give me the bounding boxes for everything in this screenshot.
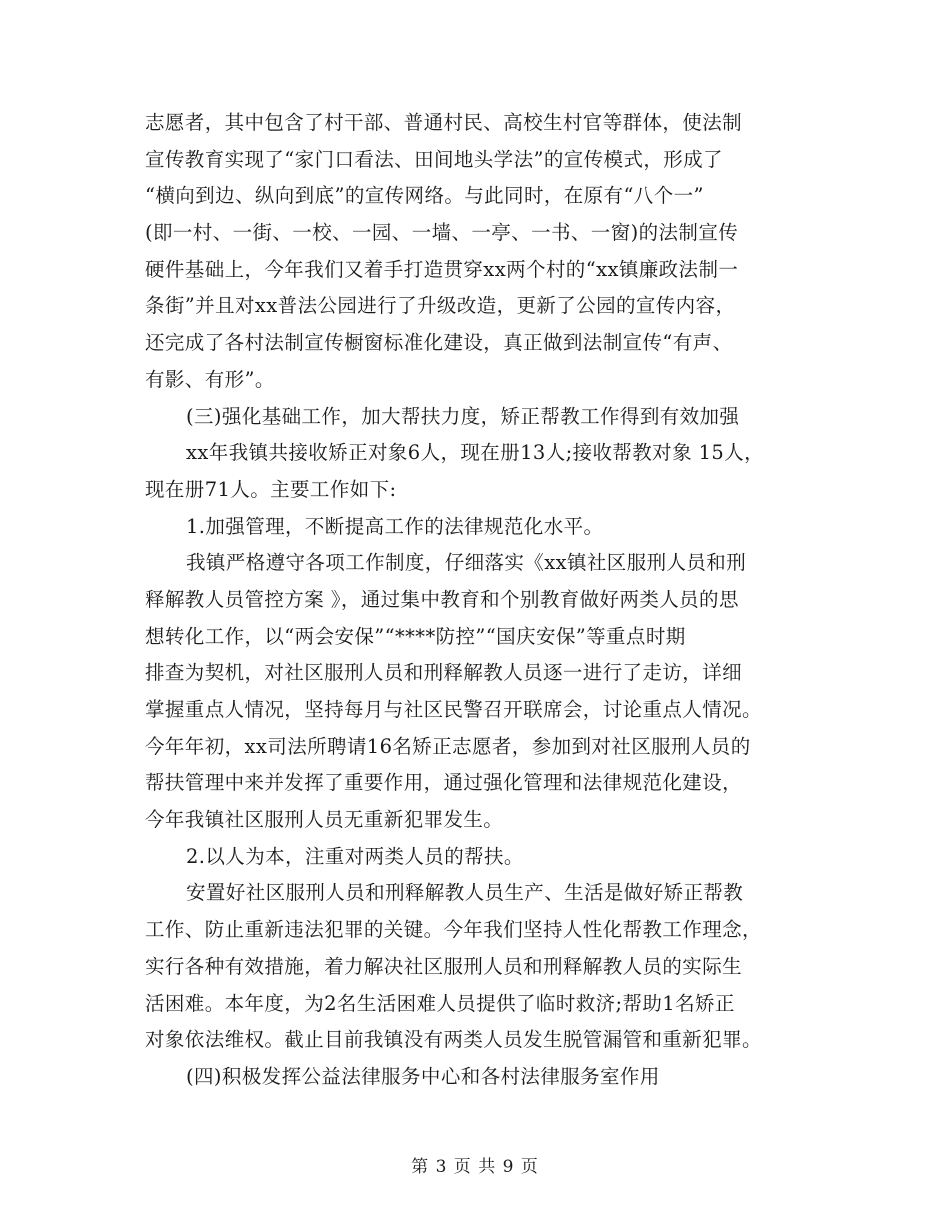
text-line: 还完成了各村法制宣传橱窗标准化建设，真正做到法制宣传“有声、 bbox=[145, 331, 733, 355]
document-body bbox=[145, 105, 815, 1096]
text-line: 今年我镇社区服刑人员无重新犯罪发生。 bbox=[145, 808, 504, 832]
text-line: 安置好社区服刑人员和刑释解教人员生产、生活是做好矫正帮教 bbox=[186, 881, 744, 905]
text-line: 释解教人员管控方案 》，通过集中教育和个别教育做好两类人员的思 bbox=[145, 587, 739, 611]
text-line: 想转化工作，以“两会安保”“****防控”“国庆安保”等重点时期 bbox=[145, 624, 686, 648]
page-footer: 第 3 页 共 9 页 bbox=[411, 1157, 539, 1177]
text-line: 今年年初，xx司法所聘请16名矫正志愿者，参加到对社区服刑人员的 bbox=[145, 734, 751, 758]
text-line: 工作、防止重新违法犯罪的关键。今年我们坚持人性化帮教工作理念， bbox=[145, 918, 762, 942]
text-line: (三)强化基础工作，加大帮扶力度，矫正帮教工作得到有效加强 bbox=[186, 404, 740, 428]
text-line: 我镇严格遵守各项工作制度，仔细落实《xx镇社区服刑人员和刑 bbox=[186, 551, 747, 575]
text-line: 排查为契机，对社区服刑人员和刑释解教人员逐一进行了走访，详细 bbox=[145, 661, 743, 685]
text-line: 条街”并且对xx普法公园进行了升级改造，更新了公园的宣传内容， bbox=[145, 294, 736, 318]
text-line: 实行各种有效措施，着力解决社区服刑人员和刑释解教人员的实际生 bbox=[145, 954, 743, 978]
text-line: 活困难。本年度，为2名生活困难人员提供了临时救济;帮助1名矫正 bbox=[145, 991, 735, 1015]
text-line: (即一村、一街、一校、一园、一墙、一亭、一书、一窗)的法制宣传 bbox=[145, 221, 739, 245]
text-line: 2.以人为本，注重对两类人员的帮扶。 bbox=[186, 844, 524, 868]
text-line: 1.加强管理，不断提高工作的法律规范化水平。 bbox=[186, 514, 604, 538]
text-line: 硬件基础上，今年我们又着手打造贯穿xx两个村的“xx镇廉政法制一 bbox=[145, 257, 739, 281]
text-line: “横向到边、纵向到底”的宣传网络。与此同时，在原有“八个一” bbox=[145, 184, 704, 208]
text-line: 现在册71人。主要工作如下: bbox=[145, 477, 397, 501]
text-line: 志愿者，其中包含了村干部、普通村民、高校生村官等群体，使法制 bbox=[145, 111, 743, 134]
text-line: 帮扶管理中来并发挥了重要作用，通过强化管理和法律规范化建设， bbox=[145, 771, 743, 795]
text-line: (四)积极发挥公益法律服务中心和各村法律服务室作用 bbox=[186, 1064, 660, 1088]
text-line: 对象依法维权。截止目前我镇没有两类人员发生脱管漏管和重新犯罪。 bbox=[145, 1028, 762, 1052]
text-line: 掌握重点人情况，坚持每月与社区民警召开联席会，讨论重点人情况。 bbox=[145, 698, 762, 721]
text-line: xx年我镇共接收矫正对象6人，现在册13人;接收帮教对象 15人， bbox=[186, 441, 764, 465]
text-line: 宣传教育实现了“家门口看法、田间地头学法”的宣传模式，形成了 bbox=[145, 147, 723, 171]
text-line: 有影、有形”。 bbox=[145, 367, 275, 391]
